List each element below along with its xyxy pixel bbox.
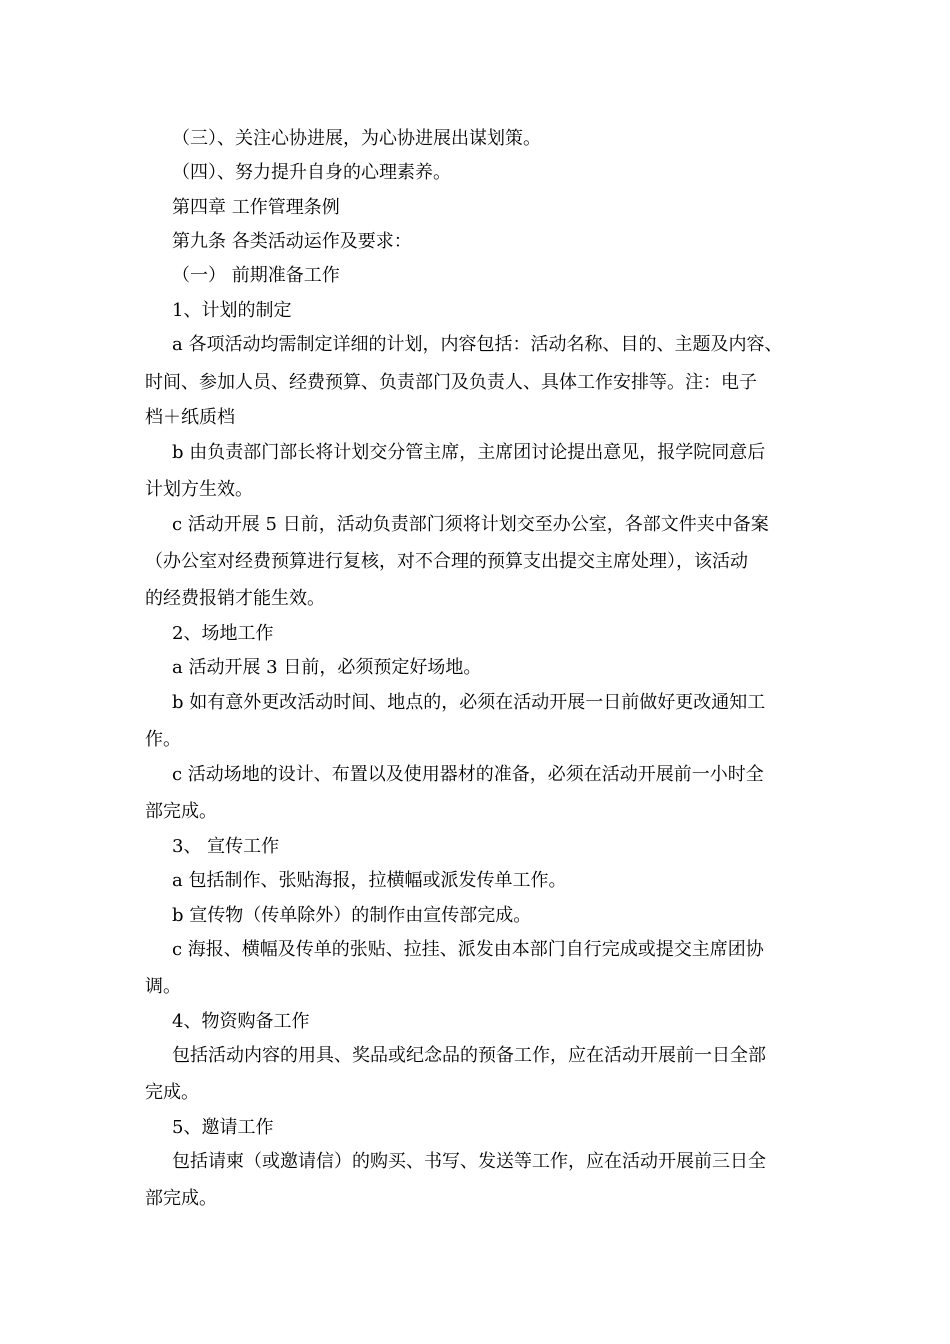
text-line: 调。 xyxy=(145,976,181,997)
text-line: 部完成。 xyxy=(145,801,217,822)
text-line: 部完成。 xyxy=(145,1188,217,1209)
section-heading: （一） 前期准备工作 xyxy=(172,265,340,286)
text-line: 时间、参加人员、经费预算、负责部门及负责人、具体工作安排等。注：电子 xyxy=(145,372,757,393)
article-heading: 第九条 各类活动运作及要求： xyxy=(172,231,412,252)
subsection-heading: 1、计划的制定 xyxy=(172,300,292,321)
text-line: b 宣传物（传单除外）的制作由宣传部完成。 xyxy=(172,905,532,926)
subsection-heading: 3、 宣传工作 xyxy=(172,836,280,857)
text-line: a 活动开展 3 日前，必须预定好场地。 xyxy=(172,657,482,678)
subsection-heading: 5、邀请工作 xyxy=(172,1117,274,1138)
text-line: （三）、关注心协进展，为心协进展出谋划策。 xyxy=(172,128,541,149)
text-line: c 活动开展 5 日前，活动负责部门须将计划交至办公室，各部文件夹中备案 xyxy=(172,514,769,535)
text-line: 作。 xyxy=(145,729,181,750)
text-line: 包括活动内容的用具、奖品或纪念品的预备工作，应在活动开展前一日全部 xyxy=(172,1045,766,1066)
text-line: a 各项活动均需制定详细的计划，内容包括：活动名称、目的、主题及内容、 xyxy=(172,334,783,355)
text-line: 计划方生效。 xyxy=(145,479,253,500)
chapter-heading: 第四章 工作管理条例 xyxy=(172,197,340,218)
text-line: （办公室对经费预算进行复核，对不合理的预算支出提交主席处理），该活动 xyxy=(145,551,748,572)
subsection-heading: 4、物资购备工作 xyxy=(172,1011,310,1032)
text-line: a 包括制作、张贴海报，拉横幅或派发传单工作。 xyxy=(172,870,567,891)
text-line: b 由负责部门部长将计划交分管主席，主席团讨论提出意见，报学院同意后 xyxy=(172,442,766,463)
text-line: （四）、努力提升自身的心理素养。 xyxy=(172,162,451,183)
text-line: c 海报、横幅及传单的张贴、拉挂、派发由本部门自行完成或提交主席团协 xyxy=(172,939,764,960)
text-line: 的经费报销才能生效。 xyxy=(145,588,325,609)
subsection-heading: 2、场地工作 xyxy=(172,623,274,644)
text-line: c 活动场地的设计、布置以及使用器材的准备，必须在活动开展前一小时全 xyxy=(172,764,764,785)
text-line: 完成。 xyxy=(145,1082,199,1103)
text-line: b 如有意外更改活动时间、地点的，必须在活动开展一日前做好更改通知工 xyxy=(172,692,766,713)
text-line: 档＋纸质档 xyxy=(145,407,235,428)
text-line: 包括请柬（或邀请信）的购买、书写、发送等工作，应在活动开展前三日全 xyxy=(172,1151,766,1172)
